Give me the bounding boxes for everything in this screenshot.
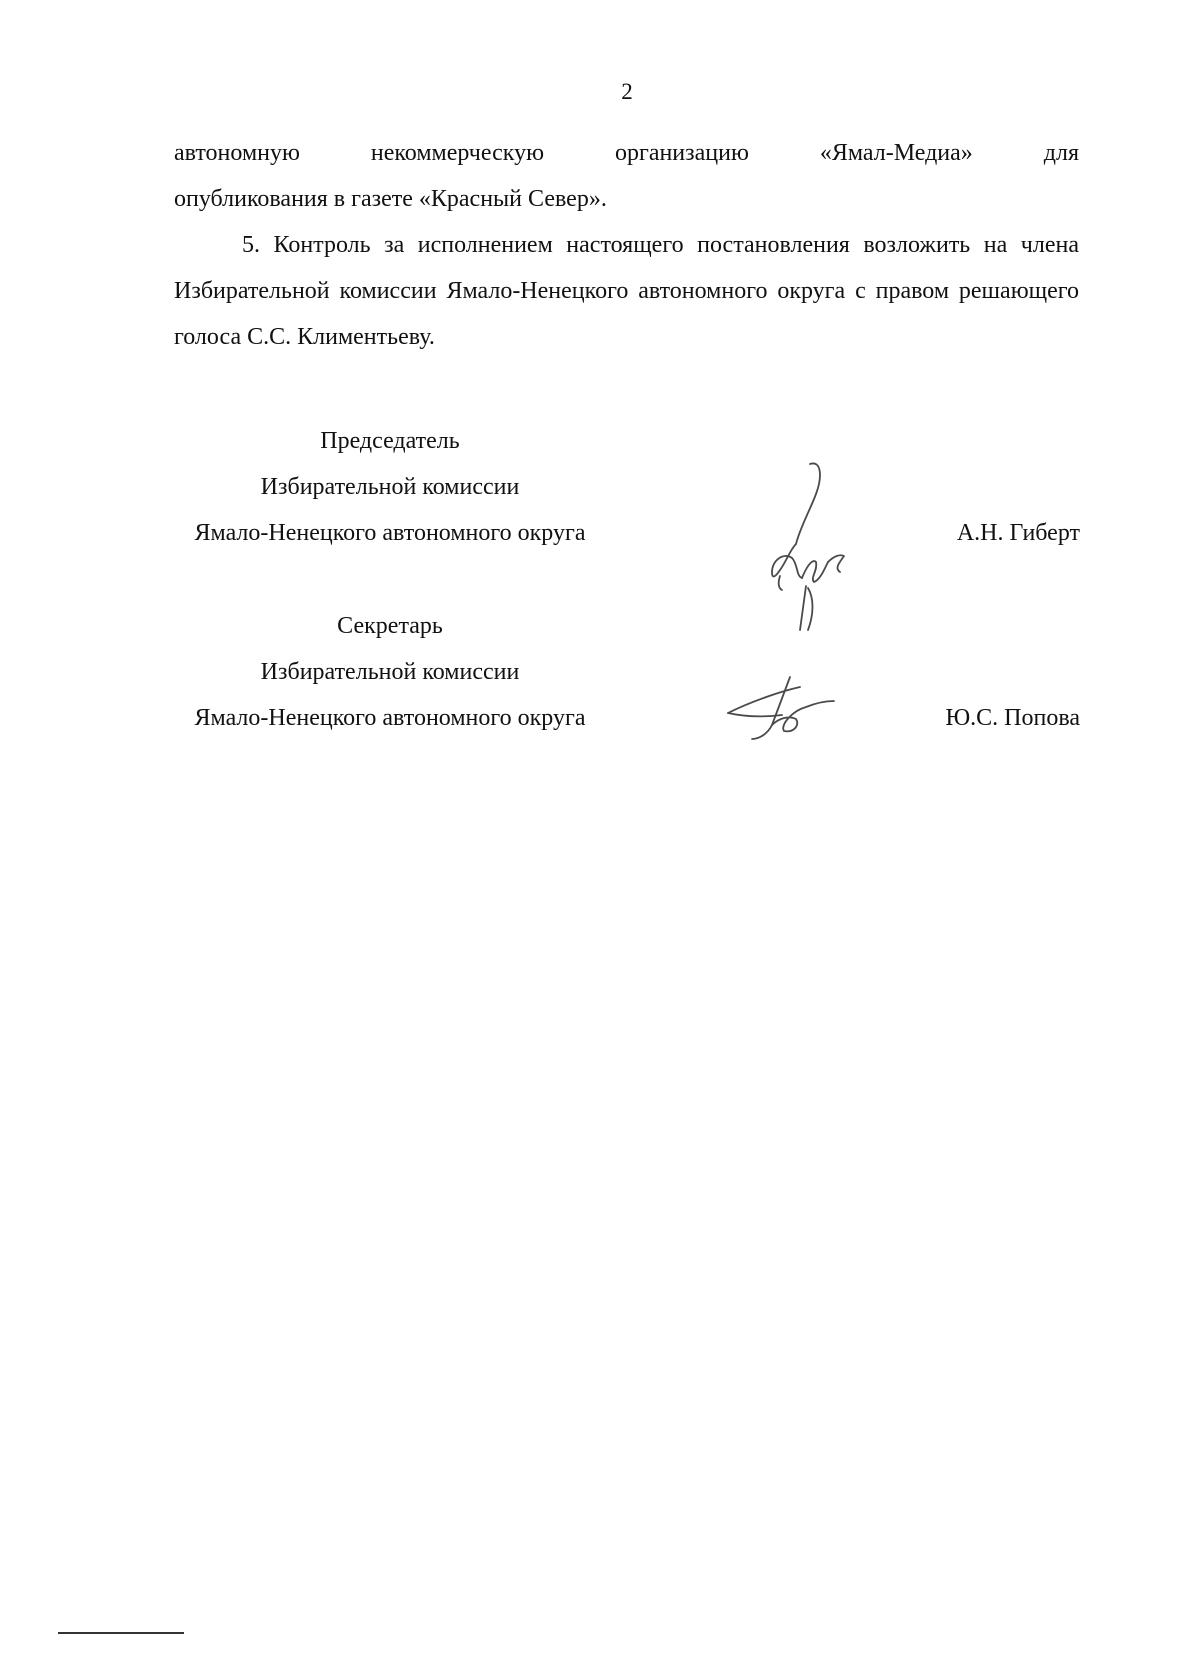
chairman-region: Ямало-Ненецкого автономного округа [194, 520, 586, 546]
page-number: 2 [621, 79, 633, 104]
secretary-signature [722, 673, 842, 743]
paragraph-continuation-line-1: автономную некоммерческую организацию «Ямал-Медиа» для [174, 140, 1079, 166]
signature-block-secretary [150, 603, 1080, 743]
chairman-position [150, 418, 630, 556]
secretary-organization: Избирательной комиссии [260, 659, 520, 685]
chairman-organization: Избирательной комиссии [260, 474, 520, 500]
paragraph-continuation-line-2: опубликования в газете «Красный Север». [174, 186, 607, 212]
signature-block-chairman [150, 418, 1080, 558]
paragraph-continuation [174, 130, 1079, 222]
secretary-position [150, 603, 630, 741]
chairman-title: Председатель [320, 428, 460, 454]
secretary-title: Секретарь [337, 613, 443, 639]
paragraph-item-5-text: 5. Контроль за исполнением настоящего постановления возложить на члена Избирательной комиссии Ямало-Ненецкого автономного округа с правом решающего голоса С.С. Климентьеву. [174, 232, 1079, 350]
chairman-name: А.Н. Гиберт [956, 520, 1080, 546]
footer-divider [58, 1632, 184, 1634]
secretary-region: Ямало-Ненецкого автономного округа [194, 705, 586, 731]
secretary-name: Ю.С. Попова [945, 705, 1080, 731]
paragraph-item-5 [174, 222, 1079, 360]
